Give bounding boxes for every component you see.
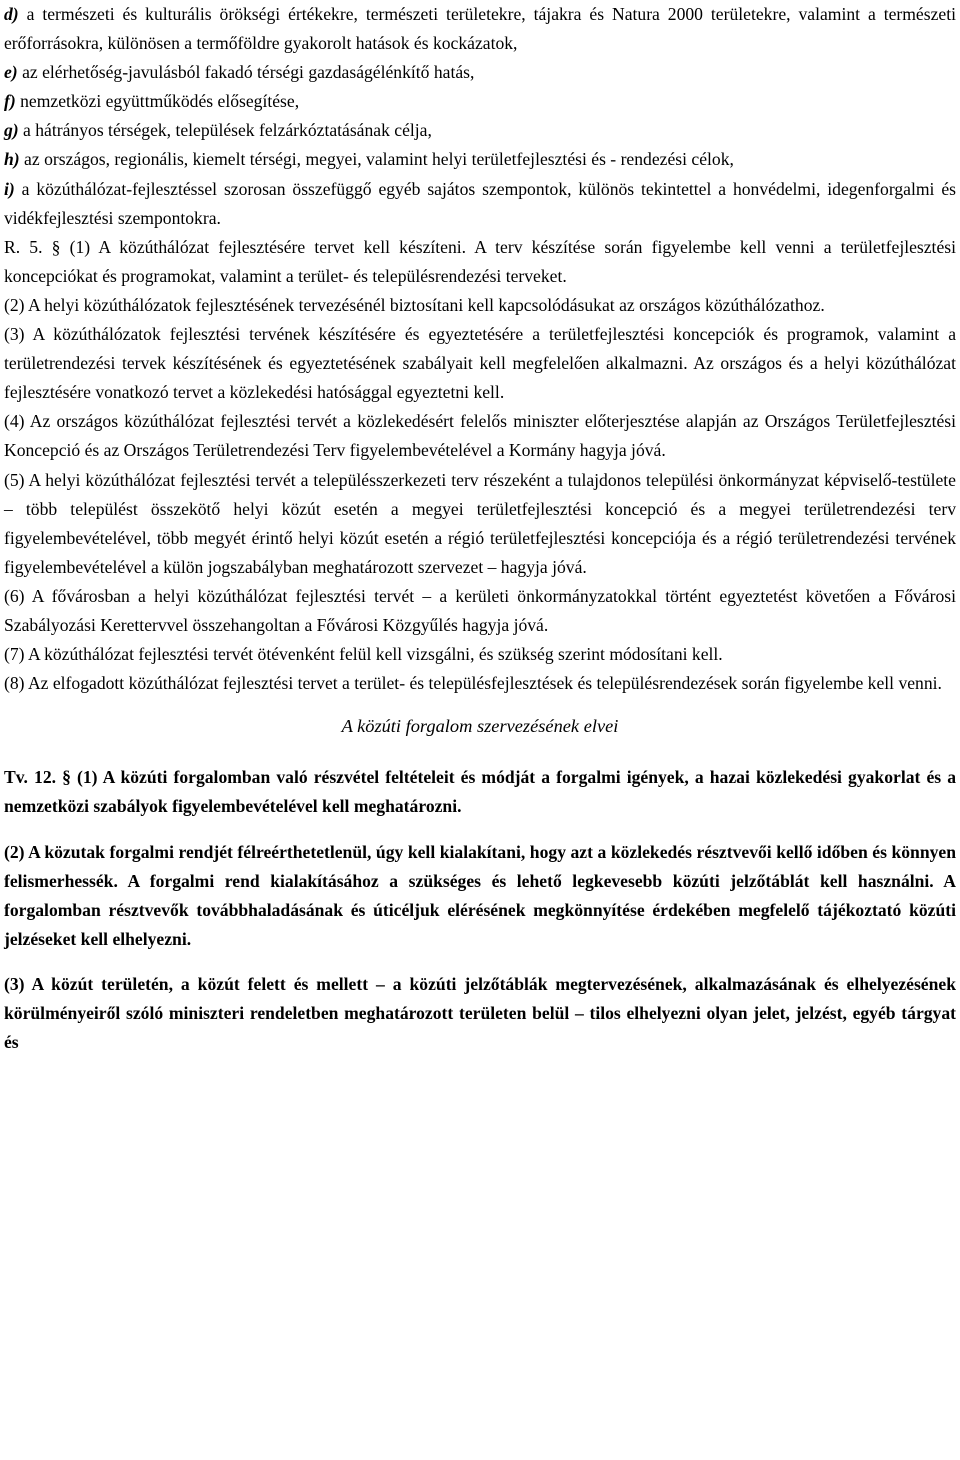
list-item-f [4, 87, 956, 116]
item-label: f) [4, 91, 16, 112]
list-item-h [4, 145, 956, 174]
list-item-e [4, 58, 956, 87]
paragraph-r5-6: (6) A fővárosban a helyi közúthálózat fejlesztési tervét – a kerületi önkormányzatokkal történt egyeztetést követően a Fővárosi Szabályozási Kerettervvel összehangoltan a Fővárosi Közgyűlés hagyja jóvá. [4, 585, 956, 635]
paragraph-r5-1: R. 5. § (1) A közúthálózat fejlesztésére tervet kell készíteni. A terv készítése során figyelembe kell venni a területfejlesztési koncepciókat és programokat, valamint a terület- és településrendezési terveket. [4, 236, 956, 286]
paragraph-tv12-1: Tv. 12. § (1) A közúti forgalomban való részvétel feltételeit és módját a forgalmi igények, a hazai közlekedési gyakorlat és a nemzetközi szabályok figyelembevételével kell meghatározni. [4, 767, 956, 817]
paragraph-tv12-2: (2) A közutak forgalmi rendjét félreérthetetlenül, úgy kell kialakítani, hogy azt a közlekedés résztvevői kellő időben és könnyen felismerhessék. A forgalmi rend kialakításához a szükséges és lehető legkevesebb közúti jelzőtáblát kell használni. A forgalomban résztvevők továbbhaladásának és úticéljuk elérésének megkönnyítése érdekében megfelelő tájékoztató közúti jelzéseket kell elhelyezni. [4, 841, 956, 949]
paragraph-r5-5: (5) A helyi közúthálózat fejlesztési tervét a településszerkezeti terv részeként a tulajdonos települési önkormányzat képviselő-testülete – több települést összekötő helyi közút esetén a megyei területfejlesztési koncepció és a megyei területrendezési terv figyelembevételével, több megyét érintő helyi közút esetén a régió területfejlesztési koncepciója és a régió területrendezési tervének figyelembevételével a külön jogszabályban meghatározott szervezet – hagyja jóvá. [4, 469, 956, 577]
list-item-i [4, 175, 956, 233]
paragraph-r5-2: (2) A helyi közúthálózatok fejlesztésének tervezésénél biztosítani kell kapcsolódásukat az országos közúthálózathoz. [4, 294, 825, 315]
list-item-g [4, 116, 956, 145]
item-label: g) [4, 120, 19, 141]
item-label: d) [4, 4, 19, 24]
paragraph-r5-3: (3) A közúthálózatok fejlesztési tervének készítésére és egyeztetésére a területfejlesztési koncepciók és programok, valamint a területrendezési tervek készítésének és egyeztetésének szabályait kell megfelelően alkalmazni. Az országos és a helyi közúthálózat fejlesztésére vonatkozó tervet a közlekedési hatósággal egyeztetni kell. [4, 324, 956, 403]
item-text: a természeti és kulturális örökségi értékekre, természeti területekre, tájakra és Natura 2000 területekre, valamint a természeti erőforrásokra, különösen a termőföldre gyakorolt hatások és kockázatok, [4, 4, 956, 54]
item-text: nemzetközi együttműködés elősegítése, [15, 91, 300, 112]
item-text: a közúthálózat-fejlesztéssel szorosan összefüggő egyéb sajátos szempontok, különös tekintettel a honvédelmi, idegenforgalmi és vidékfejlesztési szempontokra. [4, 178, 956, 228]
paragraph-r5-4: (4) Az országos közúthálózat fejlesztési tervét a közlekedésért felelős miniszter előterjesztése alapján az Országos Területfejlesztési Koncepció és az Országos Területrendezési Terv figyelembevételével a Kormány hagyja jóvá. [4, 411, 956, 461]
item-label: i) [4, 178, 15, 199]
list-item-d [4, 0, 956, 58]
section-heading: A közúti forgalom szervezésének elvei [341, 716, 619, 737]
item-text: az elérhetőség-javulásból fakadó térségi gazdaságélénkítő hatás, [17, 62, 475, 83]
paragraph-tv12-3: (3) A közút területén, a közút felett és mellett – a közúti jelzőtáblák megtervezésének, alkalmazásának és elhelyezésének körülményeiről szóló miniszteri rendeletben meghatározott területen belül – tilos elhelyezni olyan jelet, jelzést, egyéb tárgyat és [4, 973, 956, 1053]
item-label: e) [4, 62, 18, 83]
paragraph-r5-8: (8) Az elfogadott közúthálózat fejlesztési tervet a terület- és településfejlesztések és településrendezések során figyelembe kell venni. [4, 673, 942, 694]
item-text: a hátrányos térségek, települések felzárkóztatásának célja, [18, 120, 432, 141]
item-text: az országos, regionális, kiemelt térségi, megyei, valamint helyi területfejlesztési és - rendezési célok, [19, 149, 734, 170]
item-label: h) [4, 149, 20, 170]
paragraph-r5-7: (7) A közúthálózat fejlesztési tervét ötévenként felül kell vizsgálni, és szükség szerint módosítani kell. [4, 644, 723, 665]
